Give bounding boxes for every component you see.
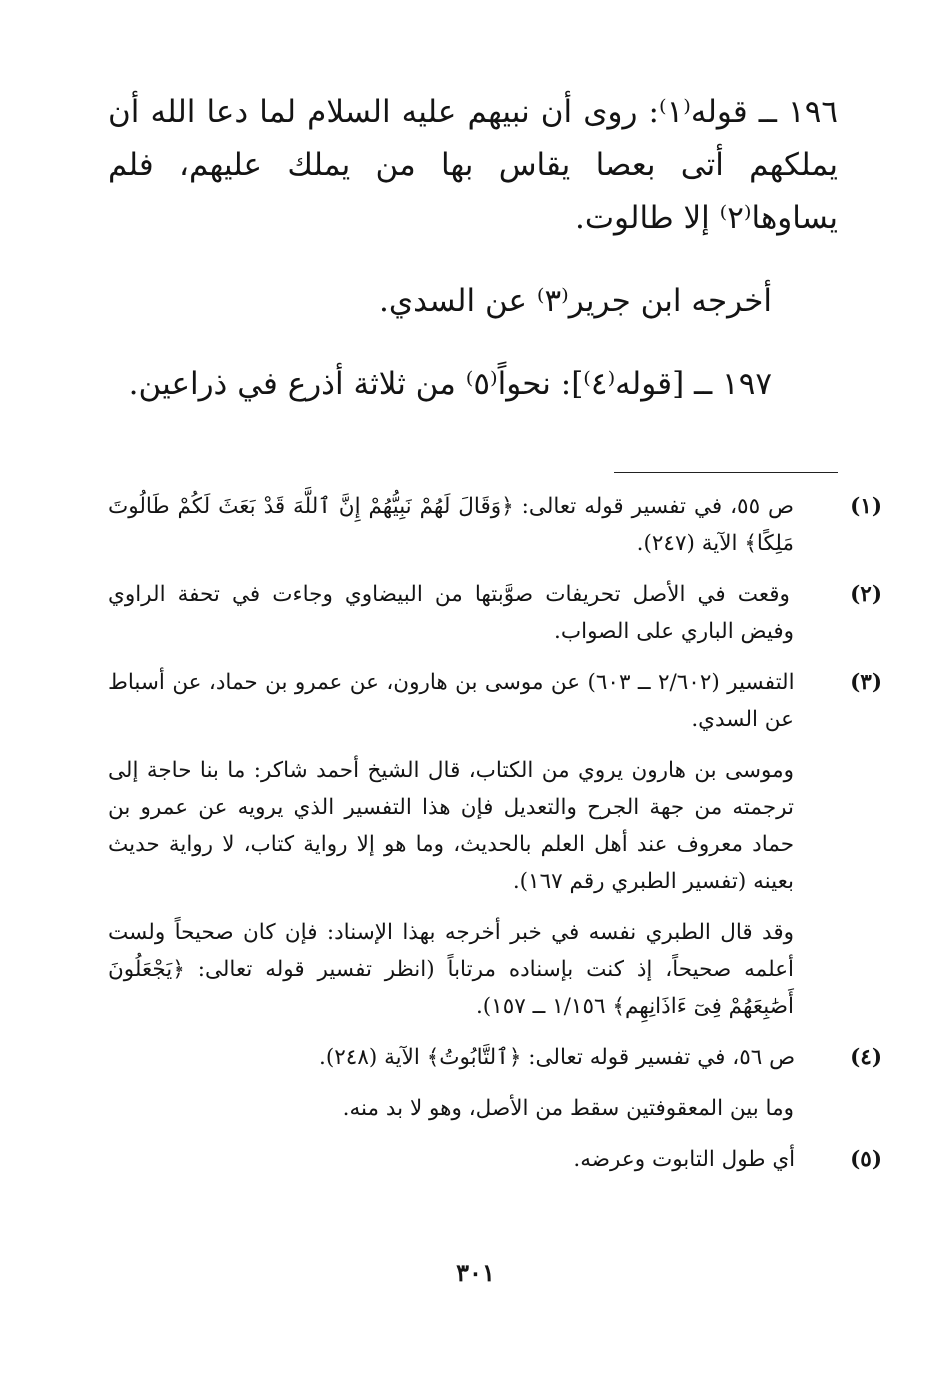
footnote-number: (٤) <box>850 1045 882 1070</box>
footnote-text: أي طول التابوت وعرضه. <box>573 1147 796 1172</box>
page-number: ٣٠١ <box>456 1258 495 1287</box>
footnote-text: ص ٥٥، في تفسير قوله تعالى: ﴿وَقَالَ لَهُمْ نَبِيُّهُمْ إِنَّ ٱللَّهَ قَدْ بَعَثَ لَكُمْ طَالُوتَ مَلِكًا﴾ الآية (٢٤٧). <box>108 494 795 556</box>
footnote-text: ص ٥٦، في تفسير قوله تعالى: ﴿ٱلتَّابُوتُ﴾ الآية (٢٤٨). <box>319 1045 796 1070</box>
footnote-3-paragraph-3: وقد قال الطبري نفسه في خبر أخرجه بهذا الإسناد: فإن كان صحيحاً ولست أعلمه صحيحاً، إذ كنت بإسناده مرتاباً (انظر تفسير قوله تعالى: ﴿يَجْعَلُونَ أَصَٰبِعَهُمْ فِىٓ ءَاذَانِهِم﴾ ١/١٥٦ ــ ١٥٧). <box>108 920 794 1019</box>
footnote-number: (٢) <box>850 582 882 607</box>
footnote-number: (٣) <box>850 670 882 695</box>
footnote-3 <box>108 664 882 738</box>
footnotes-section <box>108 488 882 1192</box>
entry-197: ١٩٧ ــ [قوله⁽٤⁾]: نحواً⁽٥⁾ من ثلاثة أذرع في ذراعين. <box>128 366 772 402</box>
footnote-4 <box>108 1039 882 1076</box>
footnote-1 <box>108 488 882 562</box>
footnote-4-paragraph-2: وما بين المعقوفتين سقط من الأصل، وهو لا بد منه. <box>342 1096 794 1121</box>
footnote-3-paragraph-2: وموسى بن هارون يروي من الكتاب، قال الشيخ أحمد شاكر: ما بنا حاجة إلى ترجمته من جهة الجرح والتعديل فإن هذا التفسير الذي يرويه عن عمرو بن حماد معروف عند أهل العلم بالحديث، وما هو إلا رواية كتاب، لا رواية حديث بعينه (تفسير الطبري رقم ١٦٧). <box>108 758 794 894</box>
footnote-number: (٥) <box>850 1147 882 1172</box>
footnote-number: (١) <box>850 494 882 519</box>
footnote-5 <box>108 1141 882 1178</box>
main-text-block <box>108 86 838 411</box>
entry-196: ١٩٦ ــ قوله⁽١⁾: روى أن نبيهم عليه السلام لما دعا الله أن يملكهم أتى بعصا يقاس بها من يملك عليهم، فلم يساوها⁽٢⁾ إلا طالوت. <box>108 94 838 236</box>
footnote-divider <box>614 472 838 473</box>
footnote-2 <box>108 576 882 650</box>
footnote-text: التفسير (٢/٦٠٢ ــ ٦٠٣) عن موسى بن هارون، عن عمرو بن حماد، عن أسباط عن السدي. <box>108 670 795 732</box>
source-citation: أخرجه ابن جرير⁽٣⁾ عن السدي. <box>378 283 772 319</box>
footnote-text: وقعت في الأصل تحريفات صوَّبتها من البيضاوي وجاءت في تحفة الراوي وفيض الباري على الصواب. <box>108 582 794 644</box>
